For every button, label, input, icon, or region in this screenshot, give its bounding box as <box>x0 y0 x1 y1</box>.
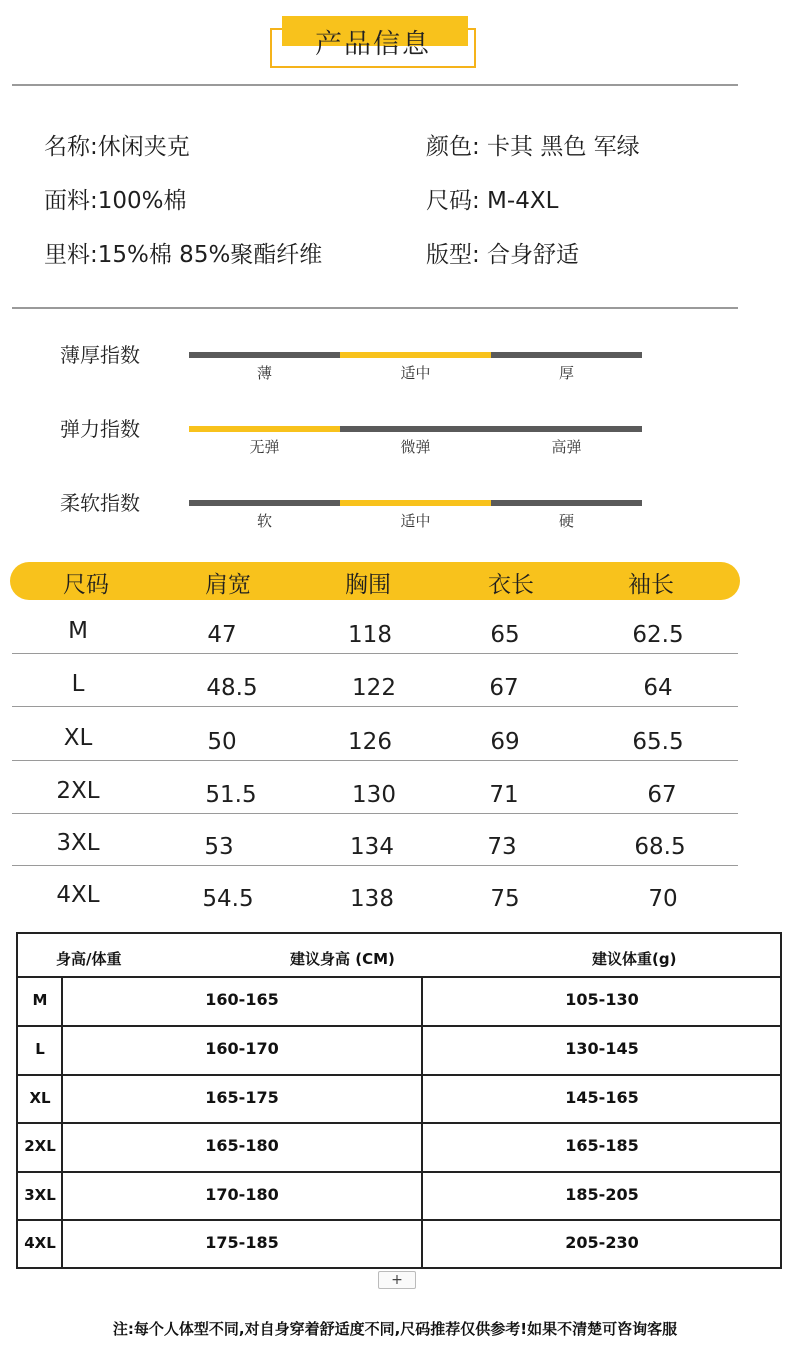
fit-table-rule <box>16 1025 782 1027</box>
size-table-header: 袖长 <box>628 572 674 598</box>
fit-weight-value: 145-165 <box>565 1088 639 1107</box>
fit-weight-value: 165-185 <box>565 1136 639 1155</box>
fit-height-value: 160-170 <box>205 1039 279 1058</box>
size-value: 65 <box>490 622 520 648</box>
index-option-label: 无弹 <box>249 438 280 456</box>
fit-height-value: 165-180 <box>205 1136 279 1155</box>
info-fit: 版型: 合身舒适 <box>426 242 580 268</box>
size-value: 67 <box>489 675 519 701</box>
row-divider <box>12 813 738 814</box>
fit-table-column-rule <box>421 976 423 1269</box>
size-label: 3XL <box>56 830 100 856</box>
fit-weight-value: 185-205 <box>565 1185 639 1204</box>
fit-size-label: 3XL <box>24 1186 56 1204</box>
index-segment <box>491 352 642 358</box>
fit-table-rule <box>16 1171 782 1173</box>
index-option-label: 适中 <box>400 512 431 530</box>
info-color: 颜色: 卡其 黑色 军绿 <box>426 134 640 160</box>
fit-table-rule <box>16 1219 782 1221</box>
fit-size-label: M <box>32 991 48 1009</box>
index-option-label: 适中 <box>400 364 431 382</box>
index-option-label: 厚 <box>558 364 574 382</box>
fit-size-label: XL <box>29 1089 51 1107</box>
size-value: 69 <box>490 729 520 755</box>
size-value: 118 <box>348 622 392 648</box>
size-value: 122 <box>352 675 396 701</box>
size-value: 53 <box>204 834 234 860</box>
index-segment <box>340 352 491 358</box>
index-option-label: 硬 <box>558 512 574 530</box>
info-fabric: 面料:100%棉 <box>44 188 187 214</box>
size-value: 75 <box>490 886 520 912</box>
size-value: 54.5 <box>202 886 254 912</box>
size-label: 4XL <box>56 882 100 908</box>
index-segment <box>340 426 491 432</box>
size-note: 注:每个人体型不同,对自身穿着舒适度不同,尺码推荐仅供参考!如果不清楚可咨询客服 <box>112 1320 678 1338</box>
fit-height-value: 160-165 <box>205 990 279 1009</box>
size-table-header: 尺码 <box>63 572 109 598</box>
fit-height-value: 165-175 <box>205 1088 279 1107</box>
fit-table-rule <box>16 976 782 978</box>
size-label: XL <box>63 725 93 751</box>
fit-size-label: 4XL <box>24 1234 56 1252</box>
size-value: 130 <box>352 782 396 808</box>
index-segment <box>189 500 340 506</box>
size-table-header: 胸围 <box>345 572 391 598</box>
size-value: 138 <box>350 886 394 912</box>
fit-table-header: 建议体重(g) <box>592 950 677 968</box>
fit-size-label: L <box>35 1040 45 1058</box>
size-label: L <box>71 671 85 697</box>
add-button[interactable]: + <box>378 1271 416 1289</box>
size-value: 134 <box>350 834 394 860</box>
fit-weight-value: 130-145 <box>565 1039 639 1058</box>
fit-table-header: 身高/体重 <box>56 950 122 968</box>
index-segment <box>340 500 491 506</box>
size-table-header: 衣长 <box>488 572 534 598</box>
index-segment <box>491 500 642 506</box>
size-value: 51.5 <box>205 782 257 808</box>
size-value: 47 <box>207 622 237 648</box>
fit-table-header: 建议身高 (CM) <box>290 950 395 968</box>
fit-weight-value: 205-230 <box>565 1233 639 1252</box>
index-segment <box>491 426 642 432</box>
size-value: 62.5 <box>632 622 684 648</box>
fit-size-label: 2XL <box>24 1137 56 1155</box>
index-label: 弹力指数 <box>60 417 140 441</box>
size-value: 68.5 <box>634 834 686 860</box>
fit-height-value: 175-185 <box>205 1233 279 1252</box>
size-value: 50 <box>207 729 237 755</box>
divider <box>12 307 738 309</box>
size-value: 73 <box>487 834 517 860</box>
info-lining: 里料:15%棉 85%聚酯纤维 <box>44 242 323 268</box>
index-segment <box>189 352 340 358</box>
size-value: 71 <box>489 782 519 808</box>
info-name: 名称:休闲夹克 <box>44 134 190 160</box>
divider <box>12 84 738 86</box>
fit-weight-value: 105-130 <box>565 990 639 1009</box>
info-size: 尺码: M-4XL <box>426 188 559 214</box>
size-value: 70 <box>648 886 678 912</box>
size-label: 2XL <box>56 778 100 804</box>
fit-table-column-rule <box>61 976 63 1269</box>
row-divider <box>12 706 738 707</box>
index-label: 薄厚指数 <box>60 343 140 367</box>
size-label: M <box>68 618 88 644</box>
fit-table-rule <box>16 1122 782 1124</box>
fit-height-value: 170-180 <box>205 1185 279 1204</box>
index-segment <box>189 426 340 432</box>
fit-table-rule <box>16 1074 782 1076</box>
page-title: 产品信息 <box>315 29 431 60</box>
row-divider <box>12 653 738 654</box>
row-divider <box>12 865 738 866</box>
index-label: 柔软指数 <box>60 491 140 515</box>
size-value: 67 <box>647 782 677 808</box>
size-value: 126 <box>348 729 392 755</box>
size-value: 48.5 <box>206 675 258 701</box>
size-value: 65.5 <box>632 729 684 755</box>
size-table-header: 肩宽 <box>205 572 251 598</box>
row-divider <box>12 760 738 761</box>
index-option-label: 薄 <box>256 364 272 382</box>
index-option-label: 软 <box>256 512 272 530</box>
index-option-label: 微弹 <box>400 438 431 456</box>
size-value: 64 <box>643 675 673 701</box>
index-option-label: 高弹 <box>551 438 582 456</box>
